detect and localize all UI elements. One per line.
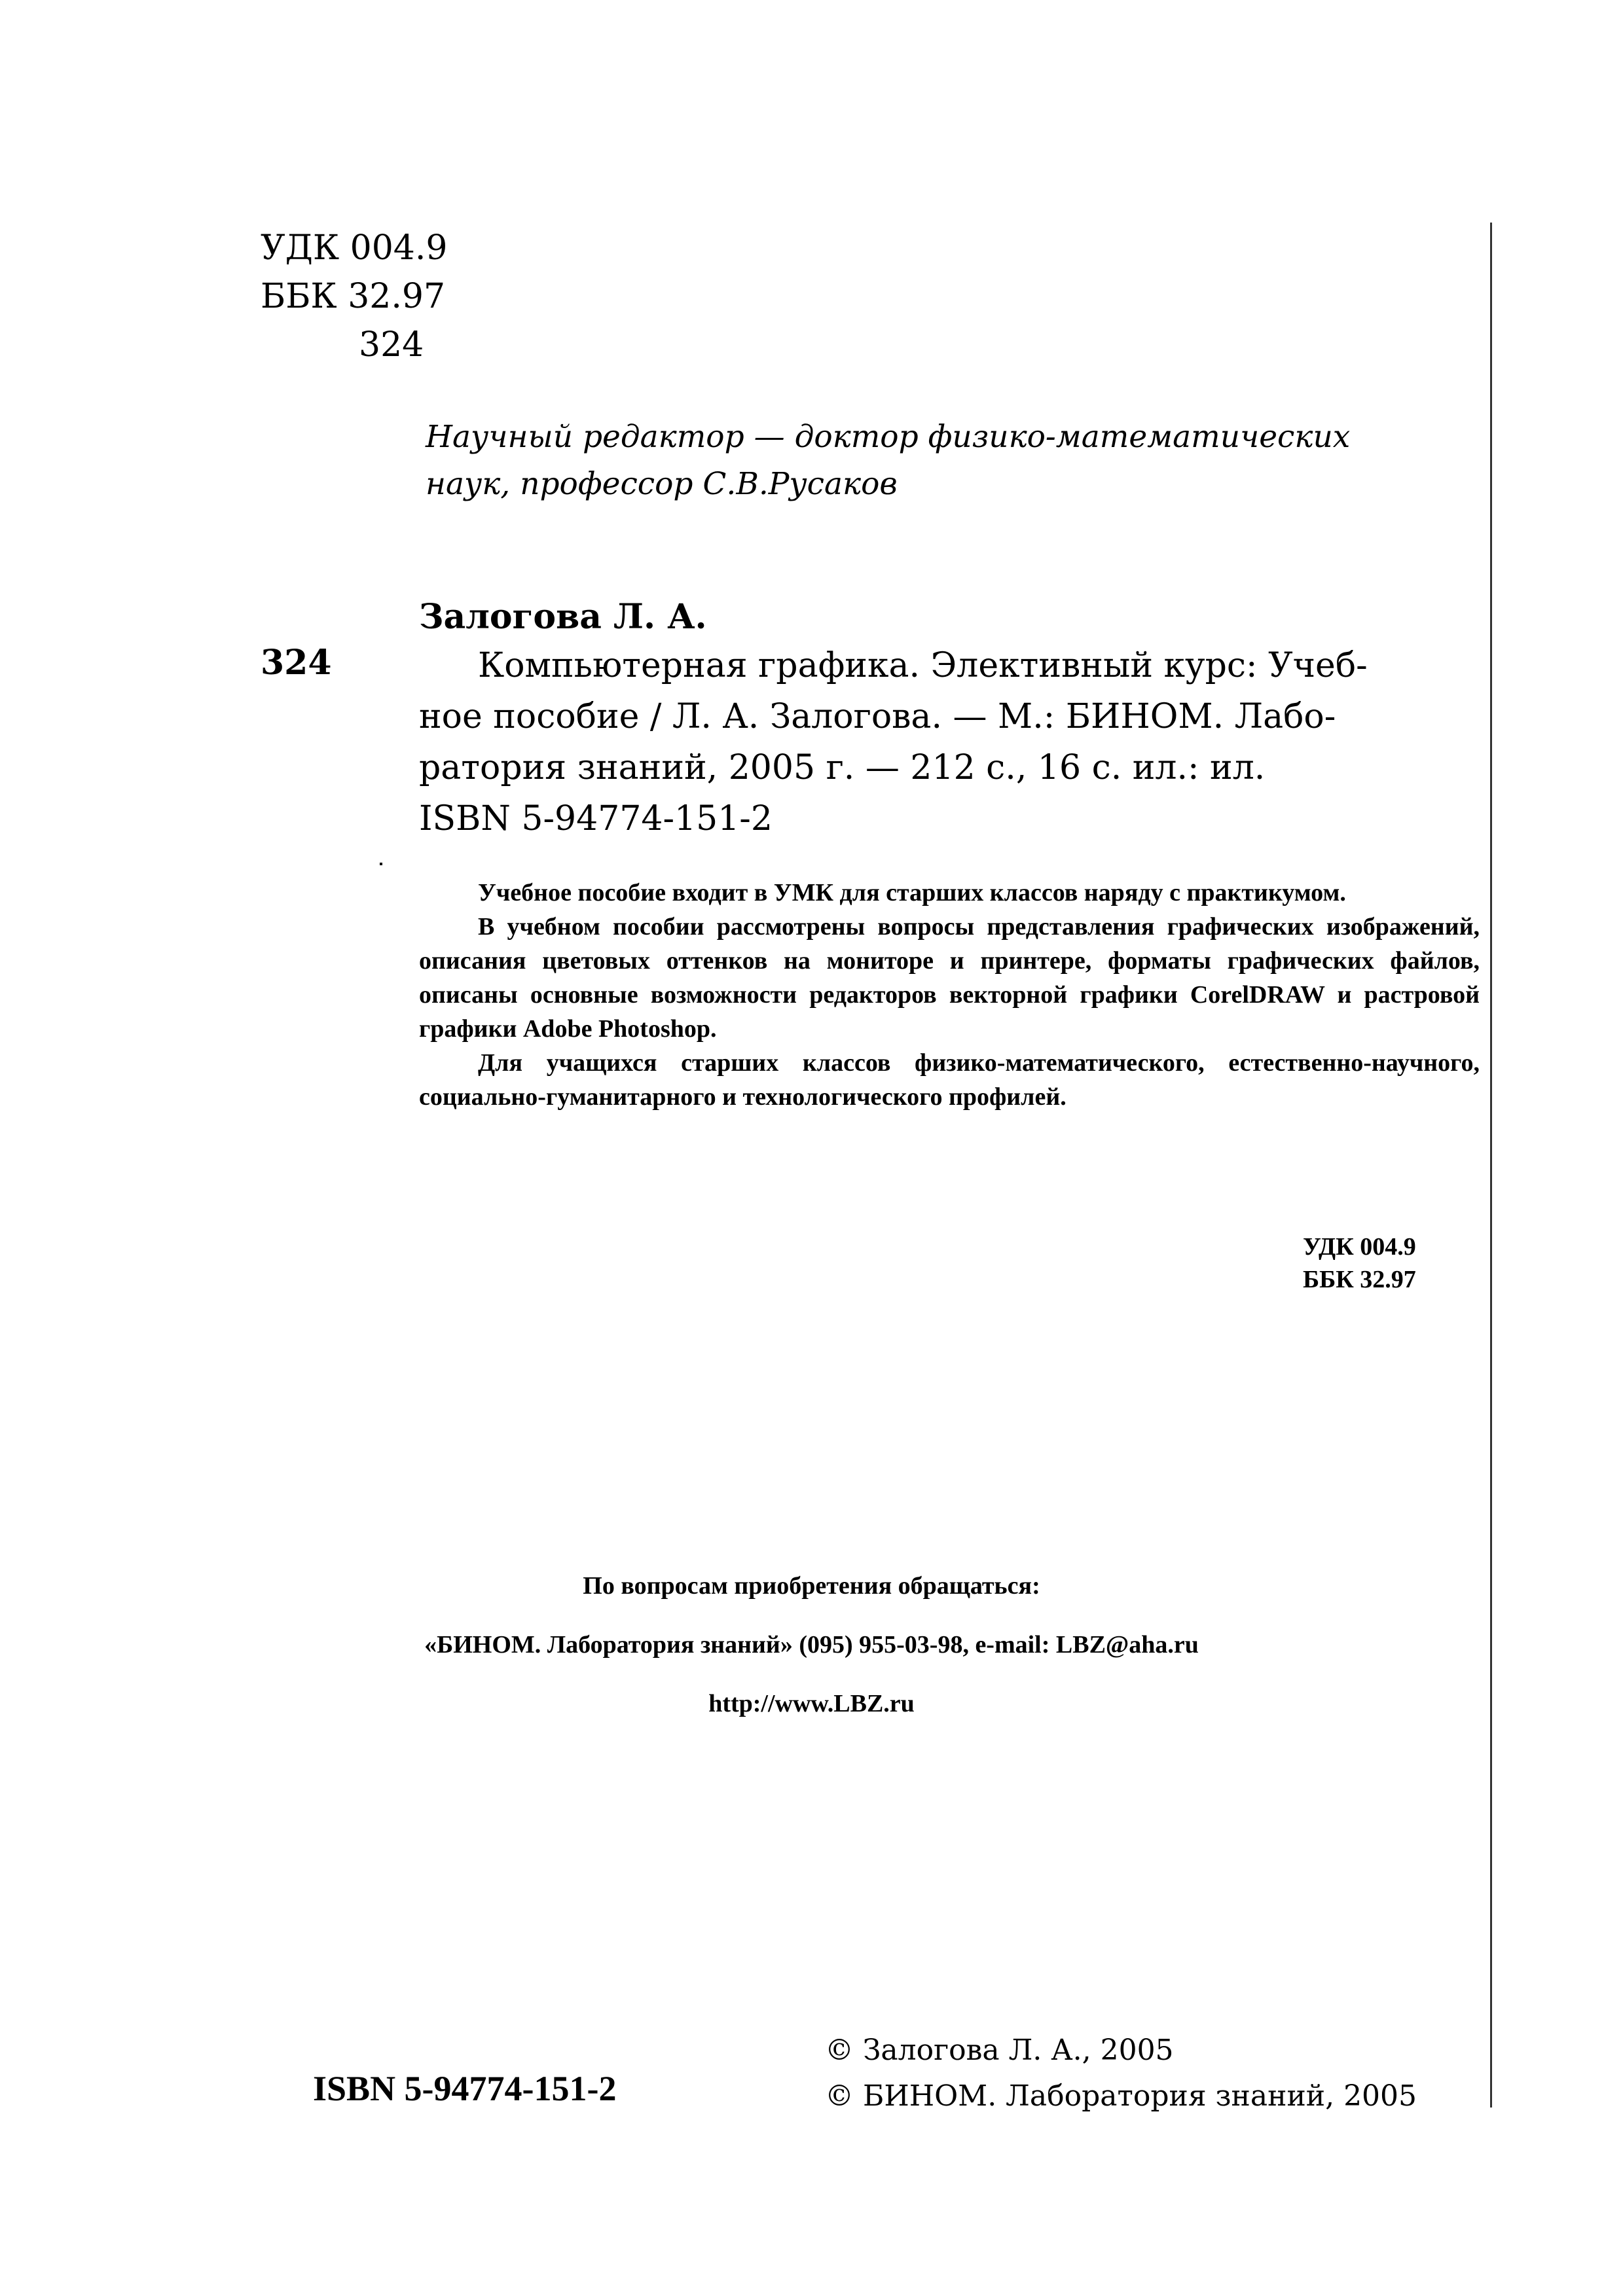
author-mark: 324 [261,643,332,683]
scientific-editor [426,414,1350,508]
udk-code: УДК 004.9 [261,228,448,268]
editor-line-2: наук, профессор С.В.Русаков [426,466,898,502]
annotation-bbk: ББК 32.97 [1303,1266,1416,1293]
editor-line-1: Научный редактор — доктор физико-математических [426,419,1351,455]
book-author: Залогова Л. А. [419,597,707,637]
bbk-code: ББК 32.97 [261,277,446,316]
purchase-contacts [0,1556,1623,1733]
biblio-line-2: ное пособие / Л. А. Залогова. — М.: БИНОМ. Лабо- [419,697,1336,736]
biblio-line-3: ратория знаний, 2005 г. — 212 с., 16 с. ил.: ил. [419,748,1266,787]
annotation-udk: УДК 004.9 [1303,1233,1416,1261]
publisher-url[interactable]: http://www.LBZ.ru [708,1690,915,1717]
annotation-paragraph-2: В учебном пособии рассмотрены вопросы представления графических изображений, описания цветовых оттенков на мониторе и принтере, форматы графических файлов, описаны основные возможности редакторов векторной графики CorelDRAW и растровой графики Adobe Photoshop. [419,913,1480,1043]
biblio-line-1: Компьютерная графика. Элективный курс: Учеб- [478,646,1368,685]
footer-isbn: ISBN 5-94774-151-2 [313,2069,617,2108]
annotation-classification [1303,1230,1416,1296]
bibliographic-description [419,640,1480,844]
copyright-author: © Залогова Л. А., 2005 [825,2034,1174,2067]
copyright-publisher: © БИНОМ. Лаборатория знаний, 2005 [825,2079,1417,2113]
publisher-contact-line: «БИНОМ. Лаборатория знаний» (095) 955-03-98, e-mail: LBZ@aha.ru [424,1631,1199,1659]
classification-block [261,224,448,369]
annotation-paragraph-3: Для учащихся старших классов физико-математического, естественно-научного, социально-гуманитарного и технологического профилей. [419,1049,1480,1111]
contacts-heading: По вопросам приобретения обращаться: [583,1572,1040,1600]
author-code: 324 [359,325,424,365]
annotation [419,876,1480,1114]
margin-rule [1490,223,1492,2108]
print-speck [380,863,382,865]
copyright-block [825,2028,1417,2119]
annotation-paragraph-1: Учебное пособие входит в УМК для старших классов наряду с практикумом. [478,879,1346,906]
biblio-isbn: ISBN 5-94774-151-2 [419,799,773,838]
